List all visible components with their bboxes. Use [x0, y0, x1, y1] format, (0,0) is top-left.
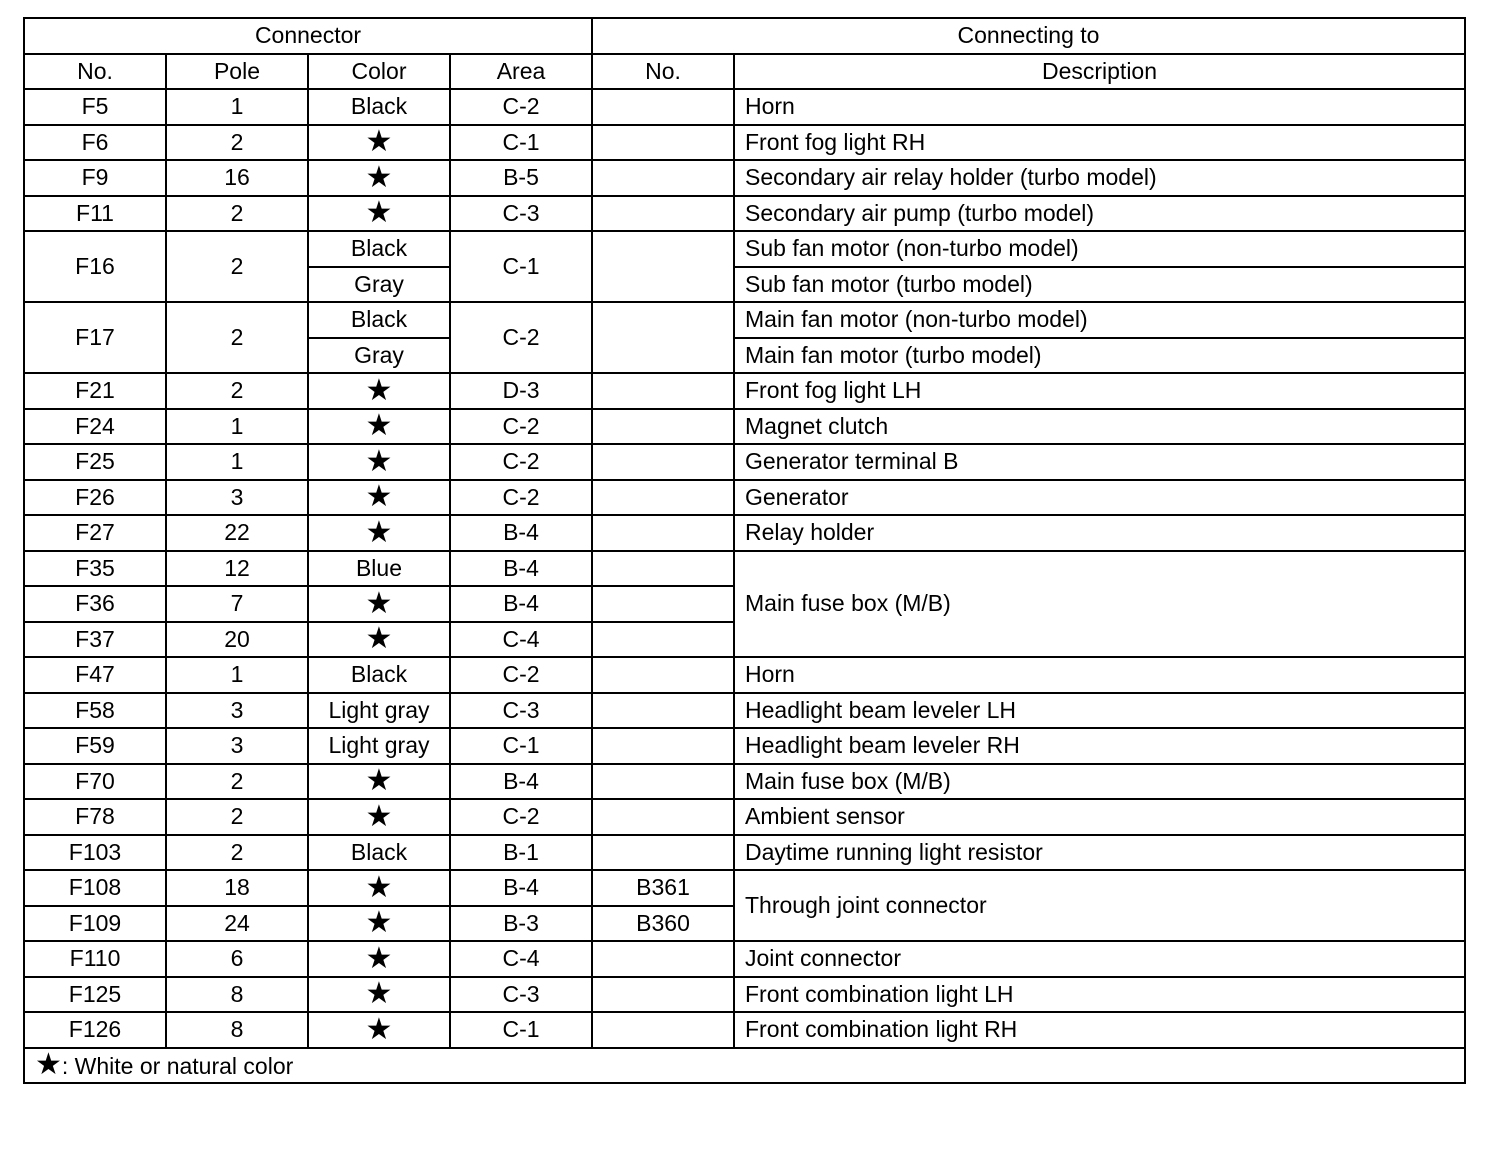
cell-area: C-4	[450, 622, 592, 658]
cell-pole: 24	[166, 906, 308, 942]
table-row	[24, 941, 1465, 977]
star-icon: ★	[308, 444, 450, 480]
table-row	[24, 302, 1465, 338]
cell-no: F47	[24, 657, 166, 693]
cell-connecting-no	[592, 444, 734, 480]
cell-description: Horn	[734, 657, 1465, 693]
cell-no: F11	[24, 196, 166, 232]
cell-description: Main fan motor (turbo model)	[734, 338, 1465, 374]
header-connecting-to: Connecting to	[592, 18, 1465, 54]
cell-no: F109	[24, 906, 166, 942]
cell-no: F27	[24, 515, 166, 551]
star-icon: ★	[308, 764, 450, 800]
star-icon: ★	[308, 799, 450, 835]
cell-area: C-4	[450, 941, 592, 977]
cell-pole: 16	[166, 160, 308, 196]
cell-connecting-no	[592, 196, 734, 232]
table-row	[24, 196, 1465, 232]
cell-connecting-no	[592, 1012, 734, 1048]
cell-area: C-2	[450, 657, 592, 693]
cell-description: Headlight beam leveler LH	[734, 693, 1465, 729]
cell-pole: 18	[166, 870, 308, 906]
star-icon: ★	[308, 480, 450, 516]
star-icon: ★	[308, 373, 450, 409]
cell-color: Gray	[308, 338, 450, 374]
cell-area: C-3	[450, 196, 592, 232]
legend-text: : White or natural color	[61, 1053, 294, 1080]
cell-description: Ambient sensor	[734, 799, 1465, 835]
cell-color: Black	[308, 302, 450, 338]
cell-area: B-4	[450, 764, 592, 800]
table-row	[24, 977, 1465, 1013]
cell-color: Blue	[308, 551, 450, 587]
cell-description: Daytime running light resistor	[734, 835, 1465, 871]
cell-description: Horn	[734, 89, 1465, 125]
table-row	[24, 89, 1465, 125]
cell-no: F25	[24, 444, 166, 480]
cell-description: Relay holder	[734, 515, 1465, 551]
star-icon: ★	[308, 622, 450, 658]
cell-area: B-4	[450, 515, 592, 551]
cell-description: Main fuse box (M/B)	[734, 764, 1465, 800]
cell-description: Headlight beam leveler RH	[734, 728, 1465, 764]
header-row-sub	[24, 54, 1465, 90]
star-icon: ★	[35, 1048, 62, 1082]
cell-connecting-no	[592, 409, 734, 445]
table-row	[24, 870, 1465, 906]
table-row	[24, 373, 1465, 409]
cell-no: F37	[24, 622, 166, 658]
star-icon: ★	[308, 977, 450, 1013]
cell-connecting-no	[592, 657, 734, 693]
cell-description: Front fog light LH	[734, 373, 1465, 409]
cell-pole: 2	[166, 373, 308, 409]
cell-description: Main fuse box (M/B)	[734, 551, 1465, 658]
cell-connecting-no	[592, 551, 734, 587]
cell-area: C-3	[450, 693, 592, 729]
cell-color: Black	[308, 835, 450, 871]
cell-pole: 1	[166, 89, 308, 125]
star-icon: ★	[308, 1012, 450, 1048]
cell-no: F103	[24, 835, 166, 871]
cell-connecting-no	[592, 125, 734, 161]
star-icon: ★	[308, 515, 450, 551]
header-pole: Pole	[166, 54, 308, 90]
legend	[24, 1048, 1465, 1084]
cell-pole: 1	[166, 409, 308, 445]
cell-no: F17	[24, 302, 166, 373]
table-row	[24, 125, 1465, 161]
cell-connecting-no	[592, 622, 734, 658]
star-icon: ★	[308, 196, 450, 232]
cell-connecting-no	[592, 764, 734, 800]
cell-area: C-2	[450, 480, 592, 516]
cell-connecting-no	[592, 799, 734, 835]
cell-area: C-1	[450, 231, 592, 302]
cell-connecting-no	[592, 835, 734, 871]
cell-area: C-1	[450, 1012, 592, 1048]
cell-no: F125	[24, 977, 166, 1013]
cell-connecting-no	[592, 302, 734, 373]
header-description: Description	[734, 54, 1465, 90]
cell-description: Secondary air relay holder (turbo model)	[734, 160, 1465, 196]
cell-area: C-2	[450, 444, 592, 480]
cell-pole: 1	[166, 657, 308, 693]
legend-row	[24, 1048, 1465, 1084]
cell-pole: 3	[166, 693, 308, 729]
cell-area: B-1	[450, 835, 592, 871]
cell-no: F35	[24, 551, 166, 587]
star-icon: ★	[308, 409, 450, 445]
cell-pole: 2	[166, 835, 308, 871]
cell-area: B-4	[450, 870, 592, 906]
cell-pole: 2	[166, 125, 308, 161]
header-area: Area	[450, 54, 592, 90]
cell-pole: 20	[166, 622, 308, 658]
cell-color: Black	[308, 231, 450, 267]
cell-connecting-no	[592, 480, 734, 516]
star-icon: ★	[308, 941, 450, 977]
cell-area: C-2	[450, 409, 592, 445]
cell-pole: 3	[166, 728, 308, 764]
header-row-top	[24, 18, 1465, 54]
table-row	[24, 160, 1465, 196]
cell-description: Front combination light LH	[734, 977, 1465, 1013]
cell-connecting-no	[592, 728, 734, 764]
cell-description: Magnet clutch	[734, 409, 1465, 445]
cell-no: F9	[24, 160, 166, 196]
cell-pole: 12	[166, 551, 308, 587]
cell-pole: 2	[166, 799, 308, 835]
cell-description: Sub fan motor (turbo model)	[734, 267, 1465, 303]
cell-area: B-5	[450, 160, 592, 196]
table-row	[24, 764, 1465, 800]
cell-no: F110	[24, 941, 166, 977]
cell-connecting-no	[592, 231, 734, 302]
cell-no: F58	[24, 693, 166, 729]
cell-area: C-1	[450, 728, 592, 764]
cell-color: Gray	[308, 267, 450, 303]
cell-pole: 7	[166, 586, 308, 622]
cell-pole: 3	[166, 480, 308, 516]
table-row	[24, 480, 1465, 516]
cell-connecting-no: B360	[592, 906, 734, 942]
cell-no: F126	[24, 1012, 166, 1048]
cell-connecting-no	[592, 89, 734, 125]
cell-connecting-no	[592, 515, 734, 551]
cell-pole: 2	[166, 196, 308, 232]
cell-area: C-2	[450, 302, 592, 373]
cell-pole: 8	[166, 977, 308, 1013]
cell-description: Secondary air pump (turbo model)	[734, 196, 1465, 232]
table-row	[24, 409, 1465, 445]
cell-no: F21	[24, 373, 166, 409]
cell-area: B-3	[450, 906, 592, 942]
cell-area: C-3	[450, 977, 592, 1013]
table-row	[24, 444, 1465, 480]
star-icon: ★	[308, 870, 450, 906]
table-row	[24, 657, 1465, 693]
cell-no: F26	[24, 480, 166, 516]
cell-no: F36	[24, 586, 166, 622]
cell-no: F108	[24, 870, 166, 906]
cell-description: Front combination light RH	[734, 1012, 1465, 1048]
cell-pole: 2	[166, 302, 308, 373]
cell-description: Front fog light RH	[734, 125, 1465, 161]
cell-color: Light gray	[308, 693, 450, 729]
star-icon: ★	[308, 586, 450, 622]
cell-no: F59	[24, 728, 166, 764]
header-connecting-no: No.	[592, 54, 734, 90]
cell-pole: 2	[166, 231, 308, 302]
cell-connecting-no	[592, 586, 734, 622]
cell-connecting-no	[592, 941, 734, 977]
table-row	[24, 835, 1465, 871]
table-row	[24, 799, 1465, 835]
cell-pole: 6	[166, 941, 308, 977]
table-row	[24, 231, 1465, 267]
cell-color: Black	[308, 89, 450, 125]
cell-color: Black	[308, 657, 450, 693]
cell-description: Generator terminal B	[734, 444, 1465, 480]
header-connector: Connector	[24, 18, 592, 54]
cell-area: D-3	[450, 373, 592, 409]
cell-area: C-2	[450, 799, 592, 835]
cell-no: F6	[24, 125, 166, 161]
star-icon: ★	[308, 125, 450, 161]
cell-connecting-no	[592, 160, 734, 196]
cell-description: Sub fan motor (non-turbo model)	[734, 231, 1465, 267]
header-no: No.	[24, 54, 166, 90]
cell-pole: 2	[166, 764, 308, 800]
cell-color: Light gray	[308, 728, 450, 764]
cell-connecting-no	[592, 693, 734, 729]
connector-table	[23, 17, 1466, 1084]
cell-no: F78	[24, 799, 166, 835]
cell-description: Generator	[734, 480, 1465, 516]
cell-description: Through joint connector	[734, 870, 1465, 941]
cell-no: F16	[24, 231, 166, 302]
cell-pole: 1	[166, 444, 308, 480]
cell-area: C-2	[450, 89, 592, 125]
table-row	[24, 693, 1465, 729]
cell-no: F5	[24, 89, 166, 125]
table-row	[24, 728, 1465, 764]
table-row	[24, 1012, 1465, 1048]
cell-description: Main fan motor (non-turbo model)	[734, 302, 1465, 338]
cell-area: C-1	[450, 125, 592, 161]
cell-description: Joint connector	[734, 941, 1465, 977]
table-row	[24, 551, 1465, 587]
cell-connecting-no: B361	[592, 870, 734, 906]
cell-pole: 22	[166, 515, 308, 551]
cell-no: F24	[24, 409, 166, 445]
cell-connecting-no	[592, 373, 734, 409]
cell-connecting-no	[592, 977, 734, 1013]
cell-pole: 8	[166, 1012, 308, 1048]
header-color: Color	[308, 54, 450, 90]
cell-no: F70	[24, 764, 166, 800]
star-icon: ★	[308, 160, 450, 196]
cell-area: B-4	[450, 586, 592, 622]
star-icon: ★	[308, 906, 450, 942]
cell-area: B-4	[450, 551, 592, 587]
table-row	[24, 515, 1465, 551]
